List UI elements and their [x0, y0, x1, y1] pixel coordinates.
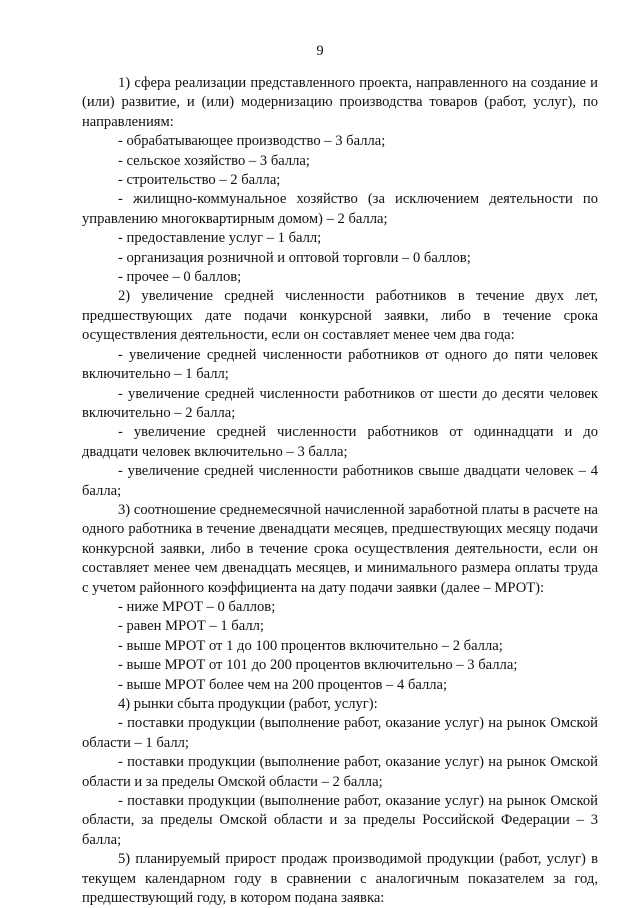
list-item: - выше МРОТ от 1 до 100 процентов включительно – 2 балла;	[118, 637, 503, 654]
list-item: - увеличение средней численности работников от шести до десяти человек включительно – 2 балла;	[82, 385, 598, 421]
body-text	[82, 74, 598, 908]
list-item: - увеличение средней численности работников от одиннадцати и до двадцати человек включительно – 3 балла;	[82, 424, 598, 460]
list-item: - прочее – 0 баллов;	[118, 269, 242, 286]
list-item: - выше МРОТ от 101 до 200 процентов включительно – 3 балла;	[118, 657, 518, 674]
list-item: - равен МРОТ – 1 балл;	[118, 618, 264, 635]
criterion-4-heading: 4) рынки сбыта продукции (работ, услуг):	[118, 696, 378, 712]
list-item: - поставки продукции (выполнение работ, оказание услуг) на рынок Омской области – 1 балл;	[82, 715, 598, 751]
list-item: - предоставление услуг – 1 балл;	[118, 230, 322, 247]
list-item: - поставки продукции (выполнение работ, оказание услуг) на рынок Омской области и за пределы Омской области – 2 балла;	[82, 754, 598, 790]
criterion-2-heading: 2) увеличение средней численности работников в течение двух лет, предшествующих дате подачи конкурсной заявки, либо в течение срока осуществления деятельности, если он составляет менее чем два года:	[82, 288, 598, 344]
list-item: - обрабатывающее производство – 3 балла;	[118, 133, 386, 150]
list-item: - сельское хозяйство – 3 балла;	[118, 152, 310, 169]
criterion-5-heading: 5) планируемый прирост продаж производимой продукции (работ, услуг) в текущем календарном году в сравнении с аналогичным показателем за год, предшествующий году, в котором подана заявка:	[82, 851, 598, 907]
list-item: - ниже МРОТ – 0 баллов;	[118, 598, 276, 615]
list-item: - увеличение средней численности работников от одного до пяти человек включительно – 1 балл;	[82, 346, 598, 383]
list-item: - строительство – 2 балла;	[118, 172, 281, 189]
list-item: - увеличение средней численности работников свыше двадцати человек – 4 балла;	[82, 463, 598, 499]
criterion-3-heading: 3) соотношение среднемесячной начисленной заработной платы в расчете на одного работника в течение двенадцати месяцев, предшествующих месяцу подачи конкурсной заявки, либо в течение срока осуществления деятельности, если он составляет менее чем двенадцать месяцев, и минимального размера оплаты труда с учетом районного коэффициента на дату подачи заявки (далее – МРОТ):	[82, 501, 598, 596]
list-item: - жилищно-коммунальное хозяйство (за исключением деятельности по управлению многоквартирным домом) – 2 балла;	[82, 191, 598, 227]
page-number: 9	[316, 43, 324, 59]
criterion-1-heading: 1) сфера реализации представленного проекта, направленного на создание и (или) развитие, и (или) модернизацию производства товаров (работ, услуг), по направлениям:	[82, 75, 598, 130]
list-item: - поставки продукции (выполнение работ, оказание услуг) на рынок Омской области, за пределы Омской области и за пределы Российской Федерации – 3 балла;	[82, 793, 598, 848]
list-item: - выше МРОТ более чем на 200 процентов – 4 балла;	[118, 676, 448, 693]
list-item: - организация розничной и оптовой торговли – 0 баллов;	[118, 249, 471, 266]
